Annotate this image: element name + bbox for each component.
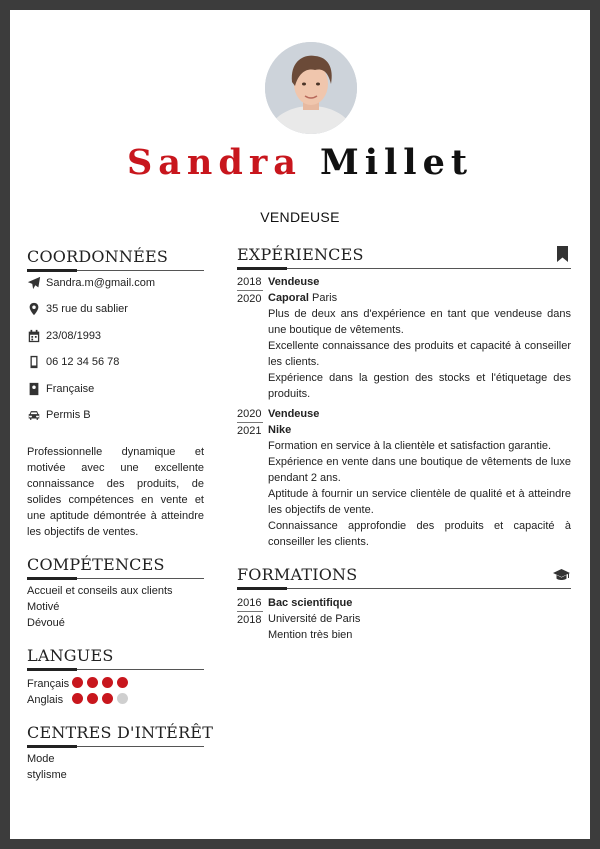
experience-employer: Nike bbox=[268, 424, 292, 436]
calendar-icon bbox=[27, 329, 41, 343]
education-entry bbox=[237, 595, 571, 643]
experience-entry bbox=[237, 274, 571, 402]
language-level-dots bbox=[72, 693, 132, 707]
experience-section-title bbox=[237, 245, 364, 264]
experience-years bbox=[237, 406, 263, 439]
portrait-image bbox=[265, 42, 357, 134]
level-dot-filled bbox=[87, 693, 98, 704]
level-dot-empty bbox=[117, 693, 128, 704]
experience-line: Formation en service à la clientèle et satisfaction garantie. bbox=[268, 440, 552, 452]
bookmark-icon bbox=[557, 246, 568, 267]
education-school: Université de Paris bbox=[268, 613, 361, 625]
experience-line: Expérience en vente dans une boutique de vêtements de luxe pendant 2 ans. bbox=[268, 456, 571, 484]
job-title: VENDEUSE bbox=[260, 209, 340, 225]
interests-section-title bbox=[27, 723, 213, 742]
phone-icon bbox=[27, 355, 41, 369]
graduation-cap-icon bbox=[553, 568, 570, 586]
contact-section-title bbox=[27, 247, 168, 266]
contact-nationality-text: Française bbox=[46, 383, 95, 395]
contact-nationality bbox=[27, 379, 94, 399]
education-title-rule bbox=[237, 588, 571, 589]
interests-title-text: CENTRES D'INTÉRÊT bbox=[27, 723, 214, 742]
education-note: Mention très bien bbox=[268, 629, 353, 641]
languages-section-title bbox=[27, 646, 114, 665]
experience-employer-line bbox=[268, 290, 571, 306]
level-dot-filled bbox=[102, 677, 113, 688]
interests-list bbox=[27, 751, 67, 783]
level-dot-filled bbox=[72, 693, 83, 704]
skills-title-text: COMPÉTENCES bbox=[27, 555, 165, 574]
contact-birthdate bbox=[27, 326, 101, 346]
skills-list bbox=[27, 583, 173, 631]
profile-summary: Professionnelle dynamique et motivée avec une excellente connaissance des produits, de solides compétences en vente et une aptitude démontrée à atteindre les objectifs de ventes. bbox=[27, 446, 204, 538]
education-body bbox=[268, 595, 571, 643]
year-start: 2020 bbox=[237, 406, 263, 423]
car-icon bbox=[27, 408, 41, 422]
contact-birthdate-text: 23/08/1993 bbox=[46, 330, 102, 342]
languages-title-text: LANGUES bbox=[27, 646, 114, 665]
contact-license-text: Permis B bbox=[46, 409, 91, 421]
contact-title-rule bbox=[27, 270, 204, 271]
interest-item: stylisme bbox=[27, 769, 67, 781]
education-section-title bbox=[237, 565, 357, 584]
full-name bbox=[10, 142, 590, 183]
experience-years bbox=[237, 274, 263, 307]
experience-line: Expérience dans la gestion des stocks et l'étiquetage des produits. bbox=[268, 372, 571, 400]
level-dot-filled bbox=[102, 693, 113, 704]
contact-email bbox=[27, 273, 155, 293]
experience-line: Excellente connaissance des produits et capacité à conseiller les clients. bbox=[268, 340, 571, 368]
interests-title-rule bbox=[27, 746, 204, 747]
contact-phone bbox=[27, 352, 119, 372]
level-dot-filled bbox=[72, 677, 83, 688]
education-title-text: FORMATIONS bbox=[237, 565, 358, 584]
experience-location: Paris bbox=[312, 292, 338, 304]
skills-section-title bbox=[27, 555, 165, 574]
language-row bbox=[27, 692, 132, 708]
experience-role: Vendeuse bbox=[268, 276, 320, 288]
paper-plane-icon bbox=[27, 276, 41, 290]
id-card-icon bbox=[27, 382, 41, 396]
experience-title-text: EXPÉRIENCES bbox=[237, 245, 364, 264]
year-start: 2016 bbox=[237, 595, 263, 612]
skill-item: Accueil et conseils aux clients bbox=[27, 585, 173, 597]
language-level-dots bbox=[72, 677, 132, 691]
experience-entry bbox=[237, 406, 571, 550]
year-end: 2018 bbox=[237, 614, 262, 626]
contact-email-text: Sandra.m@gmail.com bbox=[46, 277, 155, 289]
education-years bbox=[237, 595, 263, 628]
experience-body bbox=[268, 274, 571, 402]
level-dot-filled bbox=[117, 677, 128, 688]
education-degree: Bac scientifique bbox=[268, 597, 353, 609]
year-end: 2021 bbox=[237, 425, 262, 437]
contact-phone-text: 06 12 34 56 78 bbox=[46, 356, 120, 368]
language-row bbox=[27, 676, 132, 692]
experience-body bbox=[268, 406, 571, 550]
last-name: Millet bbox=[319, 142, 474, 183]
experience-employer: Caporal bbox=[268, 292, 309, 304]
skill-item: Motivé bbox=[27, 601, 60, 613]
profile-photo bbox=[265, 42, 357, 134]
interest-item: Mode bbox=[27, 753, 55, 765]
languages-title-rule bbox=[27, 669, 204, 670]
experience-line: Plus de deux ans d'expérience en tant que vendeuse dans une boutique de vêtements. bbox=[268, 308, 571, 336]
contact-address bbox=[27, 299, 128, 319]
resume-page bbox=[10, 10, 590, 839]
contact-license bbox=[27, 405, 91, 425]
experience-line: Connaissance approfondie des produits et capacité à conseiller les clients. bbox=[268, 520, 571, 548]
experience-role: Vendeuse bbox=[268, 408, 320, 420]
skills-title-rule bbox=[27, 578, 204, 579]
year-end: 2020 bbox=[237, 293, 262, 305]
location-pin-icon bbox=[27, 302, 41, 316]
year-start: 2018 bbox=[237, 274, 263, 291]
language-name: Anglais bbox=[27, 694, 64, 706]
skill-item: Dévoué bbox=[27, 617, 65, 629]
first-name: Sandra bbox=[126, 142, 302, 183]
contact-title-text: COORDONNÉES bbox=[27, 247, 168, 266]
experience-line: Aptitude à fournir un service clientèle de qualité et à atteindre les objectifs de vente. bbox=[268, 488, 571, 516]
experience-title-rule bbox=[237, 268, 571, 269]
language-name: Français bbox=[27, 678, 70, 690]
level-dot-filled bbox=[87, 677, 98, 688]
contact-address-text: 35 rue du sablier bbox=[46, 303, 128, 315]
